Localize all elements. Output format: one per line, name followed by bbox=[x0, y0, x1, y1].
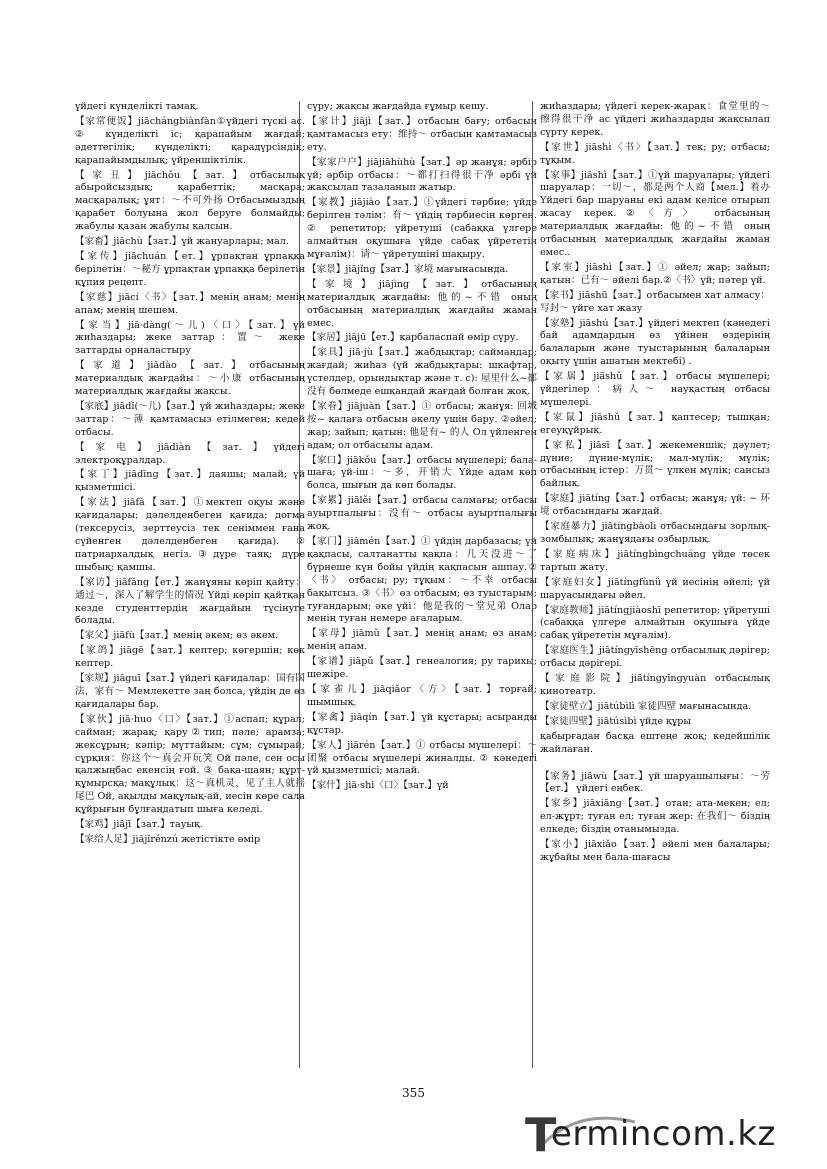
dictionary-entry: 【家庭医生】jiātíngyīshēng отбасылық дәрігер; отбасы дәрігері. bbox=[540, 645, 770, 670]
dictionary-entry: 【家道】jiādào【зат.】отбасының материалдық жағдайы：～小康 отбасының материалдық жағдайы жақсы. bbox=[75, 360, 305, 398]
dictionary-entry: 【家庭妇女】jiātíngfùnǚ үй иесінің әйелі; үй шаруасындағы әйел. bbox=[540, 576, 770, 601]
dictionary-entry: сүру; жақсы жағдайда ғұмыр кешу. bbox=[307, 101, 489, 112]
dictionary-entry: 【家鸽】jiāgē【зат.】кептер; көгершін; көк кептер. bbox=[75, 645, 305, 670]
dictionary-entry: 【家丑】jiāchǒu【зат.】отбасылық абыройсыздық; қарабеттік; масқара; масқаралық; ұят：～不可外扬 Отбасымыздың қарабет болуына жол беруге болмайды; жабулы қазан жабулы қалсын. bbox=[75, 169, 305, 233]
dictionary-column-1 bbox=[75, 101, 305, 849]
termincom-logo[interactable] bbox=[525, 1108, 817, 1162]
dictionary-entry: 【家小】jiāxiǎo【зат.】әйелі мен балалары; жұбайы мен бала-шағасы bbox=[540, 839, 770, 863]
dictionary-entry: 【家乡】jiāxiāng【зат.】отан; ата-мекен; ел; ел-жұрт; туған ел; туған жер: 在我们～ біздің елкеде; біздің отанымызда. bbox=[540, 798, 770, 836]
dictionary-entry: 【家庭暴力】jiātíngbàolì отбасындағы зорлық-зомбылық; жанұядағы озбырлық. bbox=[540, 521, 770, 545]
dictionary-entry: жиһаздары; үйдегі керек-жарақ：食堂里的～擦得很干净 ас үйдегі жиһаздарды жақсылап сүрту керек. bbox=[540, 101, 770, 138]
dictionary-entry: 【家眷】jiājuàn【зат.】① отбасы; жанұя: 回城按~ қалаға отбасын әкелу үшін бару. ②әйел; жар; зайып; қатын: 他是有~ 的人 Ол үйленген адам; ол отбасылы адам. bbox=[307, 400, 537, 451]
dictionary-entry: 【家法】jiāfǎ【зат.】①мектеп оқуы және қағидалары; дәлелденбеген қағида; догма (тексерусіз, зерттеусіз тек сеніммен ғана сүйенген дәлелденбеген қағида).② патриархалдық негіз.③дүре таяқ; дүре шыбық; қамшы. bbox=[75, 497, 305, 573]
dictionary-entry: 【家什】jiā·shi〈口〉【зат.】үй bbox=[307, 780, 449, 792]
dictionary-entry: 【家慈】jiācí〈书〉【зат.】менің анам; менің апам; менің шешем. bbox=[75, 291, 305, 316]
column-divider bbox=[532, 101, 533, 1068]
logo-initial: T bbox=[525, 1108, 557, 1162]
dictionary-entry: 【家人】jiārén【зат.】① отбасы мүшелері：～团聚 отбасы мүшелері жиналды. ② кәнедегі үй қызметшісі; малай. bbox=[307, 739, 537, 777]
dictionary-entry: 【家庭】jiātíng【зат.】отбасы; жанұя; үй: ~ 环境 отбасындағы жағдай. bbox=[540, 493, 770, 518]
dictionary-entry: 【家徒壁立】jiātúbìlì 家徒四壁 мағынасында. bbox=[540, 700, 752, 712]
dictionary-entry: 【家塾】jiāshú【зат.】үйдегі мектеп (кәнедегі бай адамдардың өз үйінен өздерінің балаларын және туыстарының балаларын оқыту үшін ашатын мектебі) . bbox=[540, 317, 770, 368]
dictionary-entry: 【家鼠】jiāshǔ【зат.】қаптесер; тышқан; егеуқұйрық. bbox=[540, 411, 770, 436]
dictionary-entry: 【家父】jiāfù【зат.】менің әкем; өз әкем. bbox=[75, 630, 279, 642]
dictionary-entry: 【家传】jiāchuán【ет.】ұрпақтан ұрпаққа берілетін：～秘方 ұрпақтан ұрпаққа берілетін құпия рецепт. bbox=[75, 250, 305, 288]
dictionary-entry: 【家给人足】jiājǐrénzú жетістікте өмір bbox=[75, 833, 261, 845]
dictionary-entry: 【家教】jiājiào【зат.】①үйдегі тәрбие; үйде берілген тәлім：有～ үйдің тәрбиесін көрген. ② репетитор; үйретуші (сабаққа үлгере алмайтын оқушыға үйде сабақ үйрететін мұғалім)：请～ үйретушіні шақыру. bbox=[307, 197, 537, 260]
dictionary-entry: 【家景】jiājǐng【зат.】家境 мағынасында. bbox=[307, 263, 509, 275]
dictionary-entry: 【家雀儿】jiāqiǎor〈方〉【зат.】торғай; шымшық. bbox=[307, 683, 537, 708]
dictionary-entry: үйдегі күнделікті тамақ. bbox=[75, 101, 199, 112]
dictionary-entry: 【家常便饭】jiāchángbiànfàn①үйдегі түскі ас. ② күнделікті іс; қарапайым жағдай; әдеттегілік; күнделікті; қарадүрсіндік; қарапайымдылық; үйреншіктілік. bbox=[75, 115, 305, 166]
dictionary-entry: 【家当】jiā·dàng(～儿)〈口〉【зат.】үй жиһаздары; жеке заттар：置～ жеке заттарды орналастыру bbox=[75, 319, 305, 357]
dictionary-entry: 【家鸡】jiājī【зат.】тауық. bbox=[75, 819, 203, 831]
dictionary-entry: 【家境】jiājìng【зат.】отбасының материалдық жағдайы: 他的~不错 оның отбасының материалдық жағдайы жаман емес. bbox=[307, 278, 537, 329]
column-divider bbox=[299, 101, 300, 1068]
dictionary-entry: 【家口】jiākǒu【зат.】отбасы мүшелері; бала-шаға; үй-іш：～多，开销大 Үйде адам көп болса, шығын да көп болады. bbox=[307, 454, 537, 492]
dictionary-entry: 【家家户户】jiājiāhùhù【зат.】әр жанұя; әрбір үй; әрбір отбасы：～都打扫得很干净 әрбі үй жақсылап тазаланып жатыр. bbox=[307, 156, 537, 194]
dictionary-entry: 【家庭教师】jiātíngjiàoshī репетитор; үйретуші (сабаққа үлгере алмайтын оқушыға үйде сабақ үйрететін мұғалім). bbox=[540, 604, 770, 642]
dictionary-entry: 【家累】jiālěi【зат.】отбасы салмағы; отбасы ауыртпалығы：没有～ отбасы ауыртпалығы жоқ. bbox=[307, 495, 537, 533]
dictionary-entry: 【家谱】jiāpǔ【зат.】генеалогия; ру тарихы; шежіре. bbox=[307, 656, 537, 681]
dictionary-entry: 【家室】jiāshì【зат.】① әйел; жар; зайып; қатын：已有～ әйелі бар.②〈书〉үй; пәтер үй. bbox=[540, 261, 770, 286]
dictionary-entry: 【家访】jiāfǎng【ет.】жанұяны көріп қайту：通过～，深入了解学生的情况 Үйді көріп қайтқан кезде студенттердің жағдайын түсінуге болады. bbox=[75, 576, 305, 627]
dictionary-entry: 【家务】jiāwù【зат.】үй шаруашылығы：～劳【ет.】 үйдегі еңбек. bbox=[540, 770, 770, 795]
dictionary-entry: 【家门】jiāmén【зат.】① үйдің дарбазасы; үй қақпасы, салтанатты қақпа：几天没进～了 бүрнеше күн бойы үйдің қақпасын ашпау.②〈书〉 отбасы; ру; тұқым：～不幸 отбасы бақытсыз. ③〈书〉өз отбасым; өз туыстарым; туғандарым; әке үйі：他是我的～堂兄弟 Олар менің туған немере ағаларым. bbox=[307, 536, 537, 625]
dictionary-entry: 【家世】jiāshì〈书〉【зат.】тек; ру; отбасы; тұқым. bbox=[540, 141, 770, 166]
dictionary-entry: 【家庭影院】jiātíngyǐngyuàn отбасылық кинотеатр. bbox=[540, 673, 770, 697]
dictionary-entry: 【家伙】jiā·huo〈口〉【зат.】①аспап; құрал; сайман; жарақ; қару②тип; пәле; арамза; жексұрын; кәпір; мүттайым; сұм; сұмырай; сұрқия：你这个～真会开玩笑 Ой пәле, сен осы қалжыңбас екенсің ғой. ③ бақа-шаян; құрт-құмырсқа; мақұлық：这～真机灵，见了主人就摇尾巴 Ой, ақылды мақұлық-ай, иесін көре сала құйрығын бұлғаңдатып шыға келеді. bbox=[75, 713, 305, 816]
dictionary-entry: 【家计】jiājì【зат.】отбасын бағу; отбасын қамтамасыз ету：维持～ отбасын қамтамасыз ету. bbox=[307, 115, 537, 153]
dictionary-entry: 【家属】jiāshǔ【зат.】отбасы мүшелері; үйдегілер：病人～ науқастың отбасы мүшелері. bbox=[540, 371, 770, 408]
dictionary-entry: 【家母】jiāmǔ【зат.】менің анам; өз анам; менің апам. bbox=[307, 628, 537, 653]
dictionary-entry: 【家电】jiādiàn【зат.】үйдегі электроқұралдар. bbox=[75, 441, 305, 466]
dictionary-entry: 【家徒四壁】jiātúsìbì үйде құры bbox=[540, 715, 692, 727]
dictionary-entry: 【家底】jiādǐ(～儿)【зат.】үй жиһаздары; жеке заттар：～薄 қамтамасыз етілмеген; кедей отбасы. bbox=[75, 400, 305, 438]
dictionary-entry: қабырғадан басқа ештеңе жоқ; кедейшілік жайлаған. bbox=[540, 730, 770, 755]
page-number: 355 bbox=[402, 1086, 425, 1100]
dictionary-entry: 【家具】jiā·jù【зат.】жабдықтар; саймандар; жағдай; жиһаз (үй жабдықтары: шкафтар, үстелдер, орындықтар және т. с): 屋里什么~都没有 бөлмеде ешқандай жағдай болған жоқ. bbox=[307, 347, 537, 398]
dictionary-entry: 【家书】jiāshū【зат.】отбасымен хат алмасу：写封～ үйге хат жазу bbox=[540, 289, 770, 314]
dictionary-entry: 【家禽】jiāqín【зат.】үй құстары; асыранды құстар. bbox=[307, 711, 537, 736]
dictionary-entry: 【家居】jiājū【ет.】қарбаласпай өмір сүру. bbox=[307, 332, 519, 344]
dictionary-entry: 【家庭病床】jiātíngbìngchuáng үйде төсек тартып жату. bbox=[540, 548, 770, 573]
logo-text: ermincom.kz bbox=[551, 1114, 776, 1154]
dictionary-entry: 【家规】jiāguī【зат.】үйдегі қағидалар：国有国法，家有～ Мемлекетте заң болса, үйдің де өз қағидалары бар. bbox=[75, 673, 305, 710]
dictionary-entry: 【家私】jiāsī【зат.】жекеменшік; дәулет; дүние; дүние-мүлік; мал-мүлік; мүлік; отбасының істер：万贯～ үлкен мүлік; сансыз байлық. bbox=[540, 439, 770, 490]
dictionary-column-3 bbox=[540, 101, 770, 867]
dictionary-column-2 bbox=[307, 101, 537, 795]
dictionary-entry: 【家畜】jiāchù【зат.】үй жануарлары; мал. bbox=[75, 236, 289, 248]
dictionary-entry: 【家丁】jiādīng【зат.】даяшы; малай; үй қызметшісі. bbox=[75, 469, 305, 494]
dictionary-entry: 【家事】jiāshì【зат.】①үй шаруалары; үйдегі шаруалар：一切～，都是两个人商【мел.】着办 Үйдегі бар шаруаны екі адам келісе отырып жасау керек.②〈方〉 отбасының материалдық жағдайы: 他的~不错 оның отбасының материалдық жағдайы жаман емес.. bbox=[540, 169, 770, 258]
